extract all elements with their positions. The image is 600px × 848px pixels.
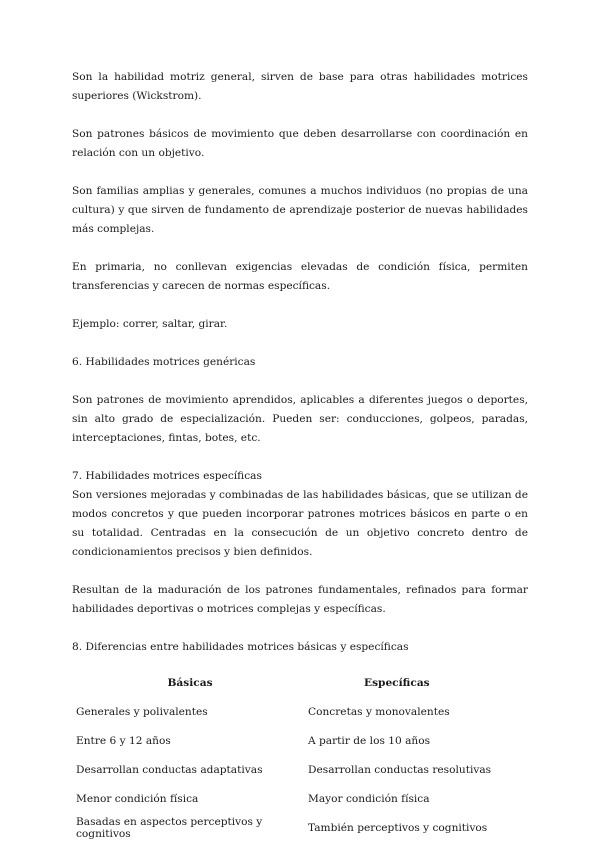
table-cell-basic: Entre 6 y 12 años	[76, 734, 171, 747]
table-cell-specific: A partir de los 10 años	[308, 734, 431, 747]
table-header-specific: Específicas	[364, 677, 430, 689]
paragraph-specific-skills: Son versiones mejoradas y combinadas de las habilidades básicas, que se utilizan de modos concretos y que pueden incorporar patrones motrices básicos en parte o en su totalidad. Centradas en la consecución de un objetivo concreto dentro de condicionamientos precisos y bien definidos.	[72, 489, 528, 558]
paragraph-basic-patterns: Son patrones básicos de movimiento que deben desarrollarse con coordinación en relación con un objetivo.	[72, 128, 528, 159]
table-cell-basic: Generales y polivalentes	[76, 705, 208, 718]
table-row	[72, 726, 528, 755]
table-cell-specific: Concretas y monovalentes	[308, 705, 450, 718]
document-page	[72, 68, 528, 842]
heading-generic-skills: 6. Habilidades motrices genéricas	[72, 356, 256, 368]
table-row	[72, 697, 528, 726]
paragraph-motor-skill-base: Son la habilidad motriz general, sirven de base para otras habilidades motrices superiores (Wickstrom).	[72, 71, 528, 102]
differences-table	[72, 669, 528, 842]
table-header-row	[72, 669, 528, 697]
table-header-basic: Básicas	[167, 677, 213, 689]
heading-specific-skills: 7. Habilidades motrices específicas	[72, 470, 262, 482]
paragraph-broad-families: Son familias amplias y generales, comunes a muchos individuos (no propias de una cultura) y que sirven de fundamento de aprendizaje posterior de nuevas habilidades más complejas.	[72, 185, 528, 235]
heading-differences: 8. Diferencias entre habilidades motrices básicas y específicas	[72, 641, 409, 653]
table-cell-specific: Desarrollan conductas resolutivas	[308, 763, 492, 776]
table-cell-basic: Desarrollan conductas adaptativas	[76, 763, 263, 776]
paragraph-example: Ejemplo: correr, saltar, girar.	[72, 318, 228, 330]
table-cell-specific: Mayor condición física	[308, 792, 430, 805]
table-cell-specific: También perceptivos y cognitivos	[308, 821, 488, 834]
paragraph-generic-skills: Son patrones de movimiento aprendidos, aplicables a diferentes juegos o deportes, sin alto grado de especialización. Pueden ser: conducciones, golpeos, paradas, interceptaciones, fintas, botes, etc.	[72, 394, 528, 444]
table-row	[72, 755, 528, 784]
paragraph-primary: En primaria, no conllevan exigencias elevadas de condición física, permiten transferencias y carecen de normas específicas.	[72, 261, 528, 292]
table-row	[72, 784, 528, 813]
table-row	[72, 813, 528, 842]
paragraph-maturation: Resultan de la maduración de los patrones fundamentales, refinados para formar habilidades deportivas o motrices complejas y específicas.	[72, 584, 528, 615]
table-cell-basic: Menor condición física	[76, 792, 199, 805]
table-cell-basic: Basadas en aspectos perceptivos y cognitivos	[76, 815, 263, 840]
